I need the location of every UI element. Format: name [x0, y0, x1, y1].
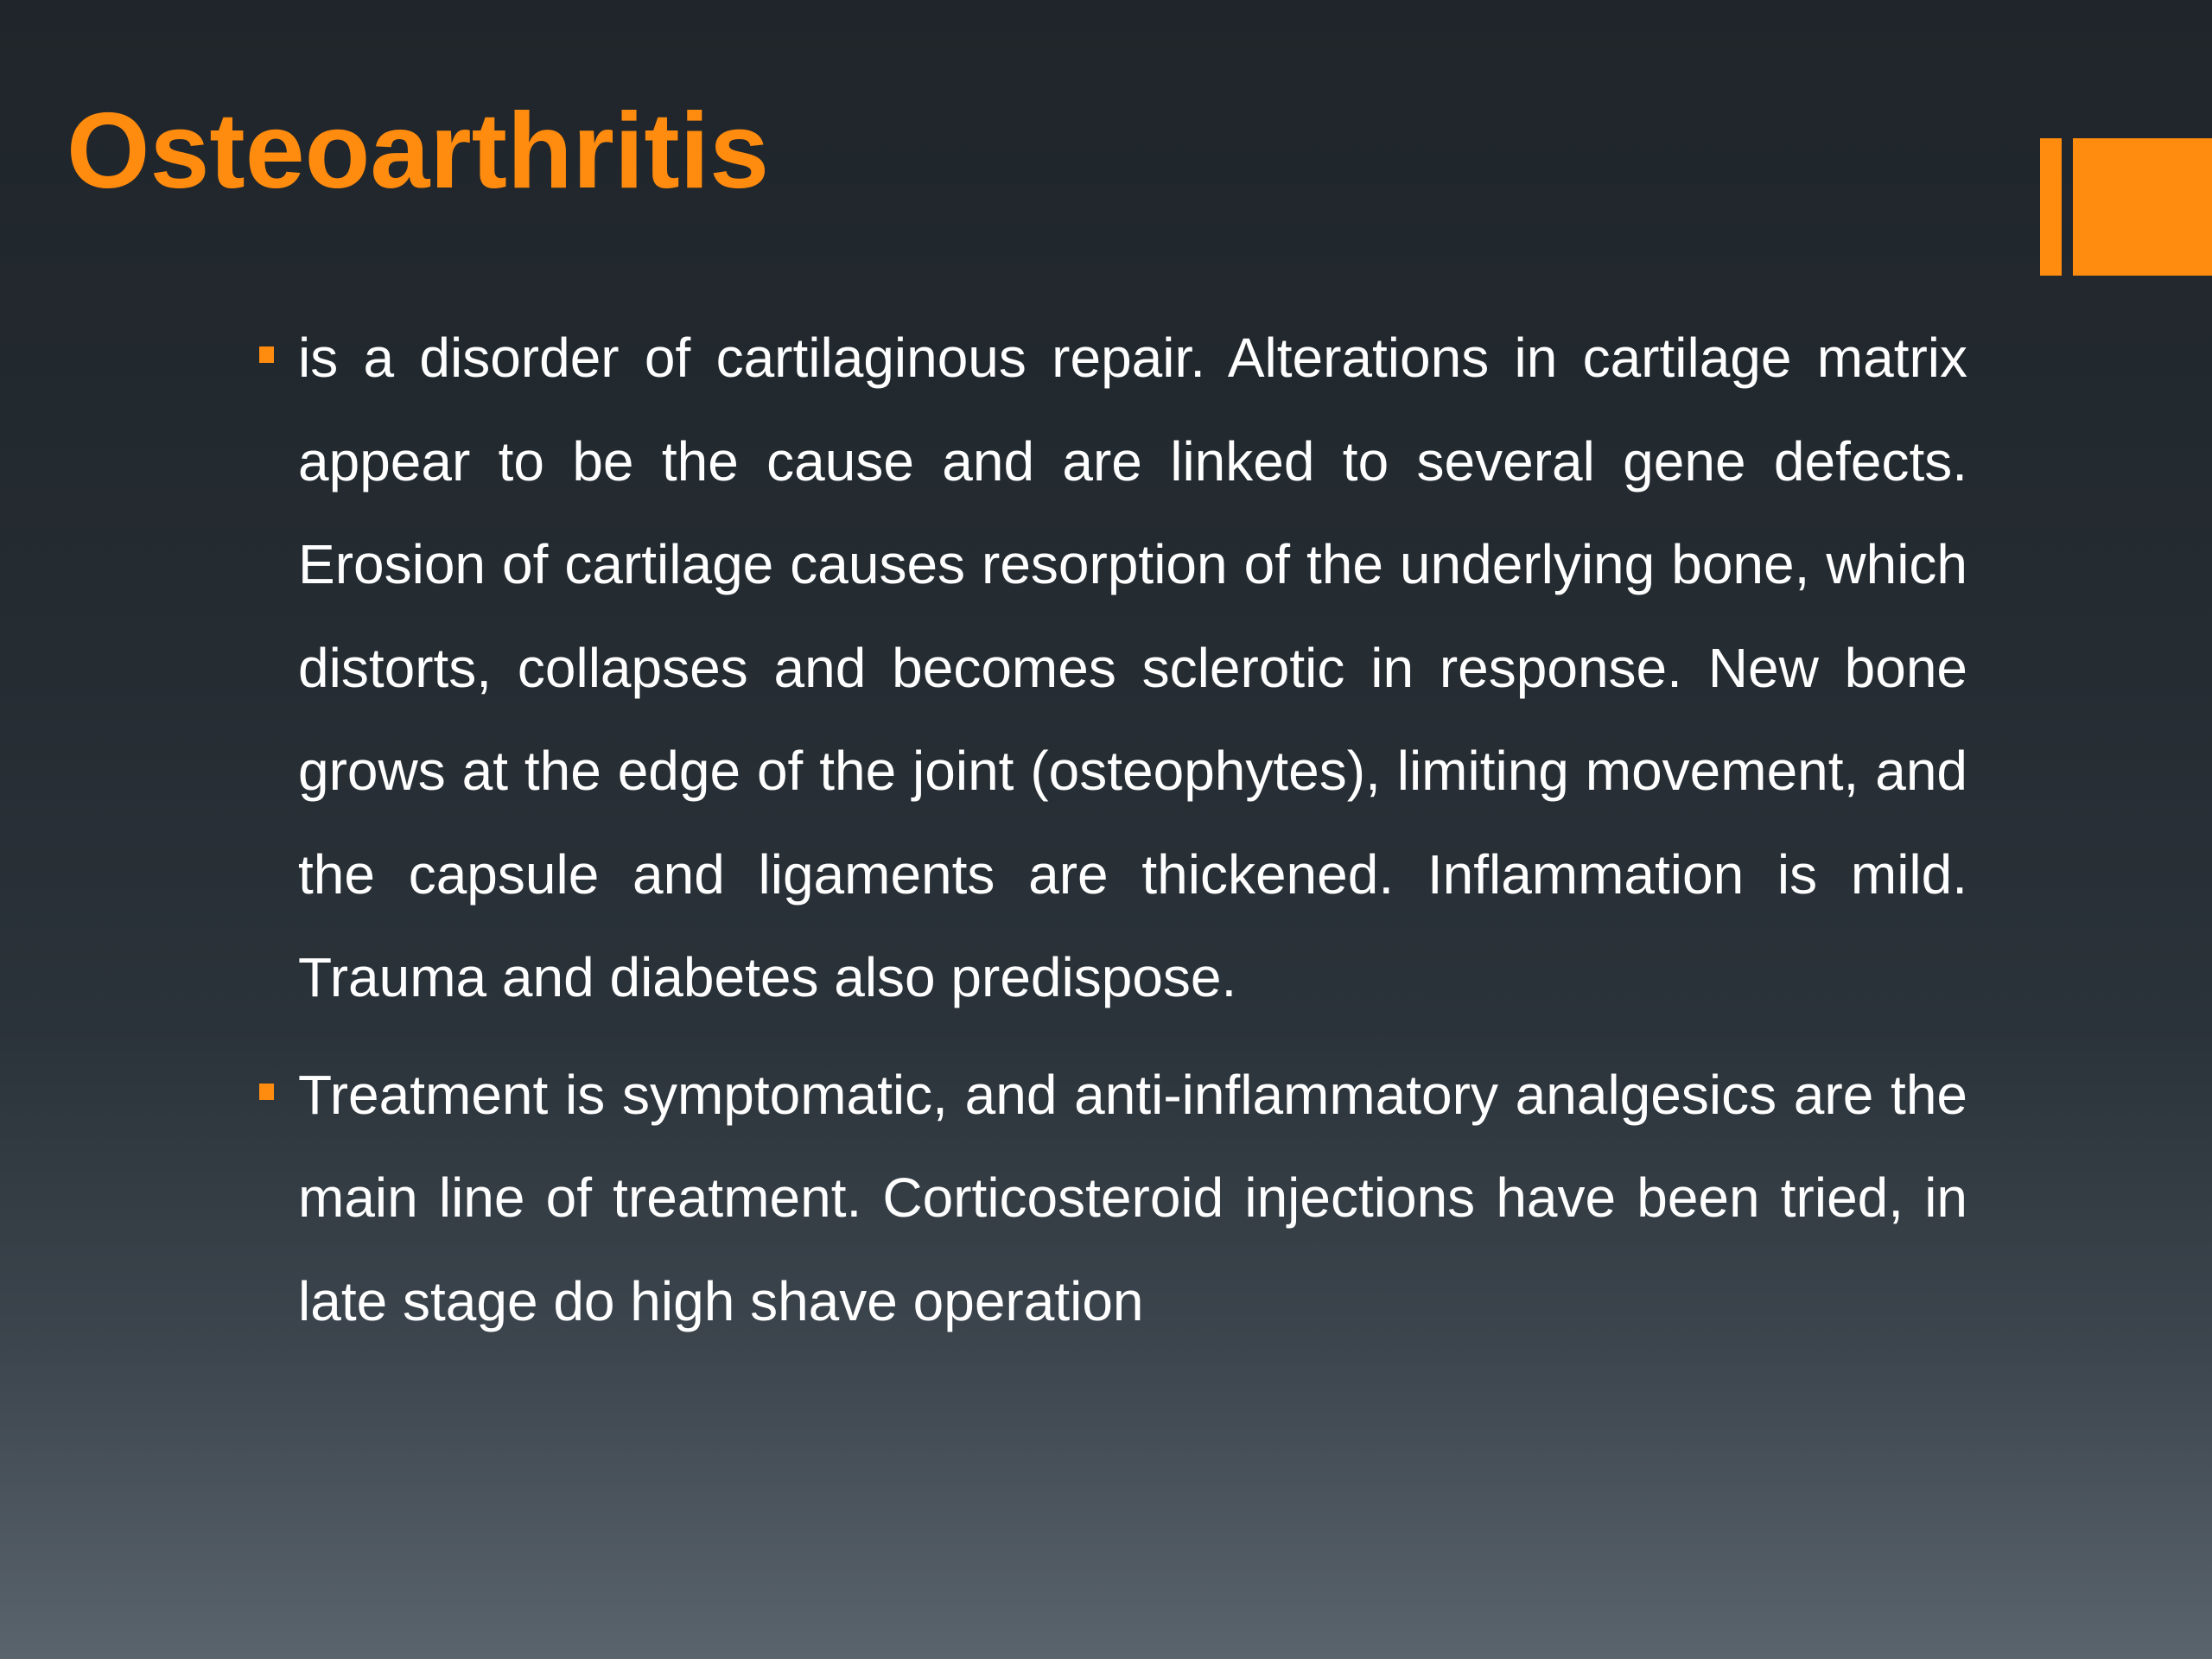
bullet-item — [298, 307, 1967, 1030]
square-bullet-icon — [259, 346, 274, 363]
bullet-list — [298, 307, 1967, 1367]
slide-title: Osteoarthritis — [67, 92, 770, 211]
bullet-item — [298, 1044, 1967, 1354]
bullet-text: Treatment is symptomatic, and anti-inflammatory analgesics are the main line of treatment. Corticosteroid injections have been tried, in late stage do high shave operation — [298, 1063, 1967, 1332]
square-bullet-icon — [259, 1084, 274, 1100]
bullet-text: is a disorder of cartilaginous repair. Alterations in cartilage matrix appear to be the cause and are linked to several gene defects. Erosion of cartilage causes resorption of the underlying bone, which distorts, collapses and becomes sclerotic in response. New bone grows at the edge of the joint (osteophytes), limiting movement, and the capsule and ligaments are thickened. Inflammation is mild. Trauma and diabetes also predispose. — [298, 327, 1967, 1008]
accent-bar-block — [2073, 138, 2212, 276]
accent-bar-thin — [2040, 138, 2062, 276]
